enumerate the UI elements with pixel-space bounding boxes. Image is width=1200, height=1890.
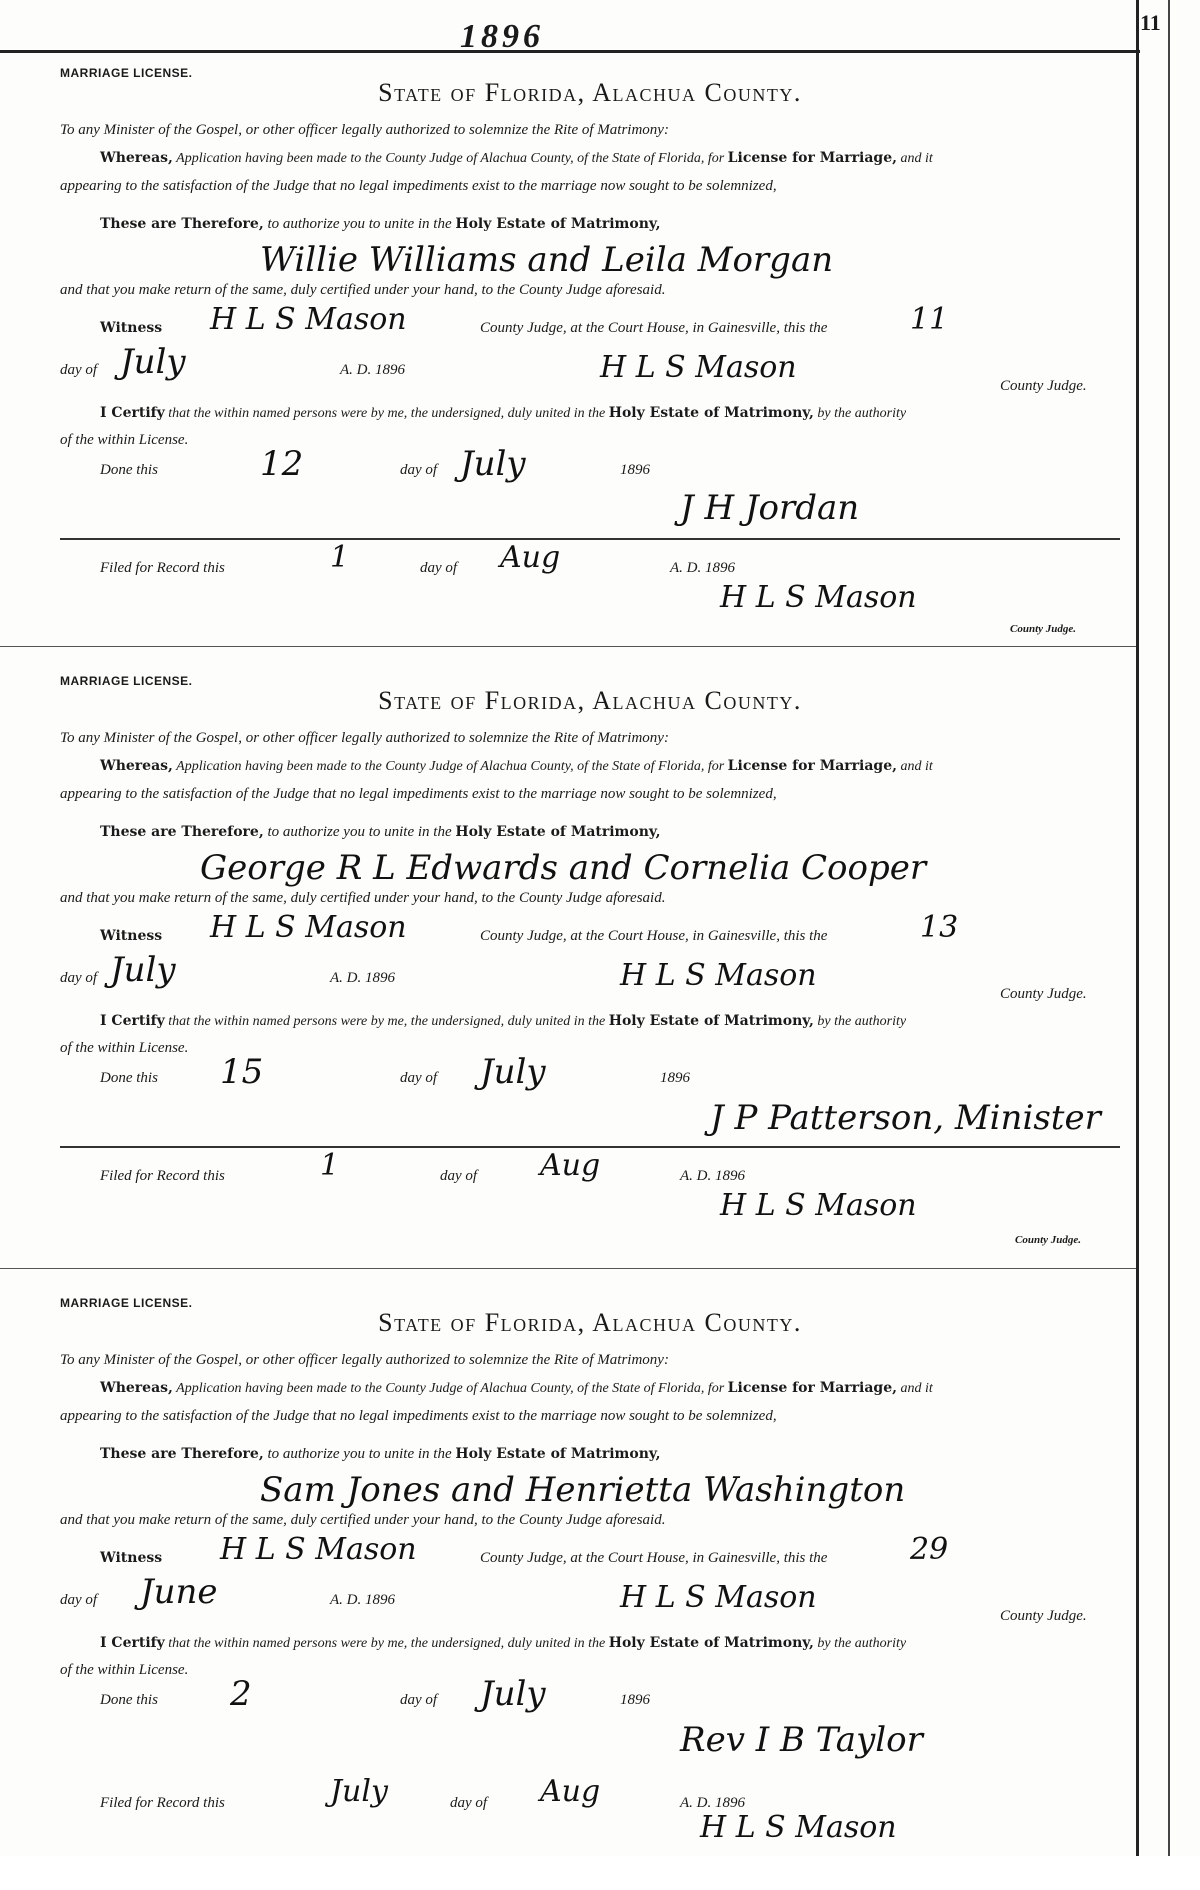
filed-signature: H L S Mason (720, 1188, 917, 1223)
filed-label: Filed for Record this (100, 1795, 225, 1811)
to-any-line: To any Minister of the Gospel, or other officer legally authorized to solemnize the Rite of Matrimony: (60, 122, 669, 138)
done-month: July (480, 1052, 546, 1092)
issue-year-digit: 6 (387, 970, 395, 986)
of-within: of the within License. (60, 1040, 189, 1056)
license-for-marriage: License for Marriage, (727, 150, 897, 166)
holy-estate-2: Holy Estate of Matrimony, (608, 1635, 814, 1651)
whereas-word: Whereas, (100, 150, 173, 166)
witness-word: Witness (100, 1550, 163, 1566)
to-any-line: To any Minister of the Gospel, or other officer legally authorized to solemnize the Rite of Matrimony: (60, 1352, 669, 1368)
license-divider-1 (0, 646, 1136, 647)
to-any-line: To any Minister of the Gospel, or other officer legally authorized to solemnize the Rite of Matrimony: (60, 730, 669, 746)
license-title: State of Florida, Alachua County. (378, 686, 802, 715)
make-return-line: and that you make return of the same, duly certified under your hand, to the County Judge aforesaid. (60, 282, 666, 298)
these-are-line (100, 216, 661, 233)
certify-word: I Certify (100, 405, 165, 421)
witness-word: Witness (100, 320, 163, 336)
certify-text: that the within named persons were by me, the undersigned, duly united in the (168, 1636, 606, 1651)
county-judge-label: County Judge. (1000, 1608, 1087, 1624)
license-2 (60, 668, 1120, 1268)
filed-month: Aug (500, 540, 561, 575)
license-title: State of Florida, Alachua County. (378, 78, 802, 107)
couple-names: Sam Jones and Henrietta Washington (260, 1470, 906, 1510)
officiant-signature: Rev I B Taylor (680, 1720, 923, 1760)
issue-year-digit: 6 (387, 1592, 395, 1608)
holy-estate: Holy Estate of Matrimony, (455, 1446, 661, 1462)
witness-signature: H L S Mason (210, 910, 407, 945)
whereas-text: Application having been made to the County Judge of Alachua County, of the State of Florida, for (176, 759, 725, 774)
these-are-line (100, 1446, 661, 1463)
whereas-line (100, 150, 933, 167)
witness-signature: H L S Mason (220, 1532, 417, 1567)
filed-ad-text: A. D. 189 (680, 1795, 738, 1811)
appearing-line: appearing to the satisfaction of the Judge that no legal impediments exist to the marriage now sought to be solemnized, (60, 178, 777, 194)
couple-names: George R L Edwards and Cornelia Cooper (200, 848, 927, 888)
certify-text: that the within named persons were by me, the undersigned, duly united in the (168, 406, 606, 421)
appearing-line: appearing to the satisfaction of the Judge that no legal impediments exist to the marriage now sought to be solemnized, (60, 786, 777, 802)
filed-year-digit: 6 (727, 560, 735, 576)
holy-estate-2: Holy Estate of Matrimony, (608, 405, 814, 421)
county-judge-at: County Judge, at the Court House, in Gainesville, this the (480, 1550, 828, 1566)
make-return-line: and that you make return of the same, duly certified under your hand, to the County Judge aforesaid. (60, 890, 666, 906)
ad-text: A. D. 189 (340, 362, 398, 378)
whereas-word: Whereas, (100, 758, 173, 774)
done-day-of: day of (400, 462, 438, 478)
by-authority: by the authority (817, 1636, 907, 1651)
done-this-label: Done this (100, 462, 158, 478)
authorize-text: to authorize you to unite in the (267, 824, 452, 840)
witness-signature: H L S Mason (210, 302, 407, 337)
certify-word: I Certify (100, 1635, 165, 1651)
license-1 (60, 60, 1120, 660)
holy-estate-2: Holy Estate of Matrimony, (608, 1013, 814, 1029)
filed-ad-text: A. D. 189 (670, 560, 728, 576)
ad-label (330, 1592, 395, 1609)
filed-year-digit: 6 (737, 1795, 745, 1811)
filed-year-digit: 6 (737, 1168, 745, 1184)
judge-signature: H L S Mason (620, 1580, 817, 1615)
done-day: 15 (220, 1052, 264, 1092)
filed-day: July (330, 1774, 388, 1809)
certify-line (100, 1013, 906, 1030)
ad-label (330, 970, 395, 987)
license-label: MARRIAGE LICENSE. (60, 1296, 193, 1310)
of-within: of the within License. (60, 1662, 189, 1678)
witness-label (100, 320, 162, 337)
county-judge-label: County Judge. (1000, 986, 1087, 1002)
authorize-text: to authorize you to unite in the (267, 216, 452, 232)
license-label: MARRIAGE LICENSE. (60, 66, 193, 80)
header-year: 1896 (460, 18, 544, 55)
and-it: and it (900, 1381, 933, 1396)
these-are: These are Therefore, (100, 824, 264, 840)
by-authority: by the authority (817, 1014, 907, 1029)
issue-year-digit: 6 (397, 362, 405, 378)
day-of-label: day of (60, 970, 98, 986)
filed-signature: H L S Mason (700, 1810, 897, 1845)
county-judge-at: County Judge, at the Court House, in Gainesville, this the (480, 928, 828, 944)
witness-label (100, 1550, 162, 1567)
and-it: and it (900, 759, 933, 774)
done-year: 1896 (660, 1070, 690, 1086)
done-month: July (480, 1674, 546, 1714)
judge-signature: H L S Mason (600, 350, 797, 385)
county-judge-label: County Judge. (1000, 378, 1087, 394)
top-rule (0, 50, 1140, 53)
judge-signature: H L S Mason (620, 958, 817, 993)
county-judge-small: County Judge. (1015, 1234, 1082, 1246)
whereas-text: Application having been made to the County Judge of Alachua County, of the State of Florida, for (176, 1381, 725, 1396)
filed-day-of: day of (420, 560, 458, 576)
couple-names: Willie Williams and Leila Morgan (260, 240, 834, 280)
done-day: 12 (260, 444, 304, 484)
issue-day: 13 (920, 910, 959, 945)
holy-estate: Holy Estate of Matrimony, (455, 824, 661, 840)
filed-month: Aug (540, 1148, 601, 1183)
county-judge-small: County Judge. (1010, 623, 1077, 635)
license-for-marriage: License for Marriage, (727, 1380, 897, 1396)
filed-signature: H L S Mason (720, 580, 917, 615)
these-are: These are Therefore, (100, 216, 264, 232)
filed-month: Aug (540, 1774, 601, 1809)
filed-ad-text: A. D. 189 (680, 1168, 738, 1184)
officiant-signature: J P Patterson, Minister (710, 1098, 1101, 1138)
done-day: 2 (230, 1674, 252, 1714)
filed-ad (680, 1168, 745, 1185)
license-label: MARRIAGE LICENSE. (60, 674, 193, 688)
license-title: State of Florida, Alachua County. (378, 1308, 802, 1337)
filed-day: 1 (320, 1148, 340, 1183)
and-it: and it (900, 151, 933, 166)
day-of-label: day of (60, 362, 98, 378)
whereas-word: Whereas, (100, 1380, 173, 1396)
done-month: July (460, 444, 526, 484)
day-of-label: day of (60, 1592, 98, 1608)
county-judge-at: County Judge, at the Court House, in Gainesville, this the (480, 320, 828, 336)
officiant-signature: J H Jordan (680, 488, 860, 528)
whereas-line (100, 1380, 933, 1397)
license-for-marriage: License for Marriage, (727, 758, 897, 774)
issue-month: June (140, 1572, 218, 1612)
these-are: These are Therefore, (100, 1446, 264, 1462)
witness-word: Witness (100, 928, 163, 944)
certify-text: that the within named persons were by me, the undersigned, duly united in the (168, 1014, 606, 1029)
certify-line (100, 405, 906, 422)
issue-month: July (110, 950, 176, 990)
issue-month: July (120, 342, 186, 382)
filed-day-of: day of (450, 1795, 488, 1811)
done-this-label: Done this (100, 1070, 158, 1086)
these-are-line (100, 824, 661, 841)
witness-label (100, 928, 162, 945)
certify-line (100, 1635, 906, 1652)
filed-day-of: day of (440, 1168, 478, 1184)
issue-day: 11 (910, 302, 949, 337)
filed-ad (670, 560, 735, 577)
done-year: 1896 (620, 462, 650, 478)
whereas-text: Application having been made to the County Judge of Alachua County, of the State of Florida, for (176, 151, 725, 166)
whereas-line (100, 758, 933, 775)
ad-text: A. D. 189 (330, 1592, 388, 1608)
ad-text: A. D. 189 (330, 970, 388, 986)
make-return-line: and that you make return of the same, duly certified under your hand, to the County Judge aforesaid. (60, 1512, 666, 1528)
license-3 (60, 1290, 1120, 1890)
ad-label (340, 362, 405, 379)
done-this-label: Done this (100, 1692, 158, 1708)
holy-estate: Holy Estate of Matrimony, (455, 216, 661, 232)
issue-day: 29 (910, 1532, 949, 1567)
appearing-line: appearing to the satisfaction of the Judge that no legal impediments exist to the marriage now sought to be solemnized, (60, 1408, 777, 1424)
page-number: 11 (1140, 10, 1161, 35)
right-edge-rule (1168, 0, 1170, 1856)
filed-label: Filed for Record this (100, 1168, 225, 1184)
certify-word: I Certify (100, 1013, 165, 1029)
filed-label: Filed for Record this (100, 560, 225, 576)
done-day-of: day of (400, 1070, 438, 1086)
right-margin-rule (1136, 0, 1139, 1856)
filed-separator (60, 538, 1120, 540)
of-within: of the within License. (60, 432, 189, 448)
license-divider-2 (0, 1268, 1136, 1269)
done-day-of: day of (400, 1692, 438, 1708)
by-authority: by the authority (817, 406, 907, 421)
filed-day: 1 (330, 540, 350, 575)
done-year: 1896 (620, 1692, 650, 1708)
authorize-text: to authorize you to unite in the (267, 1446, 452, 1462)
